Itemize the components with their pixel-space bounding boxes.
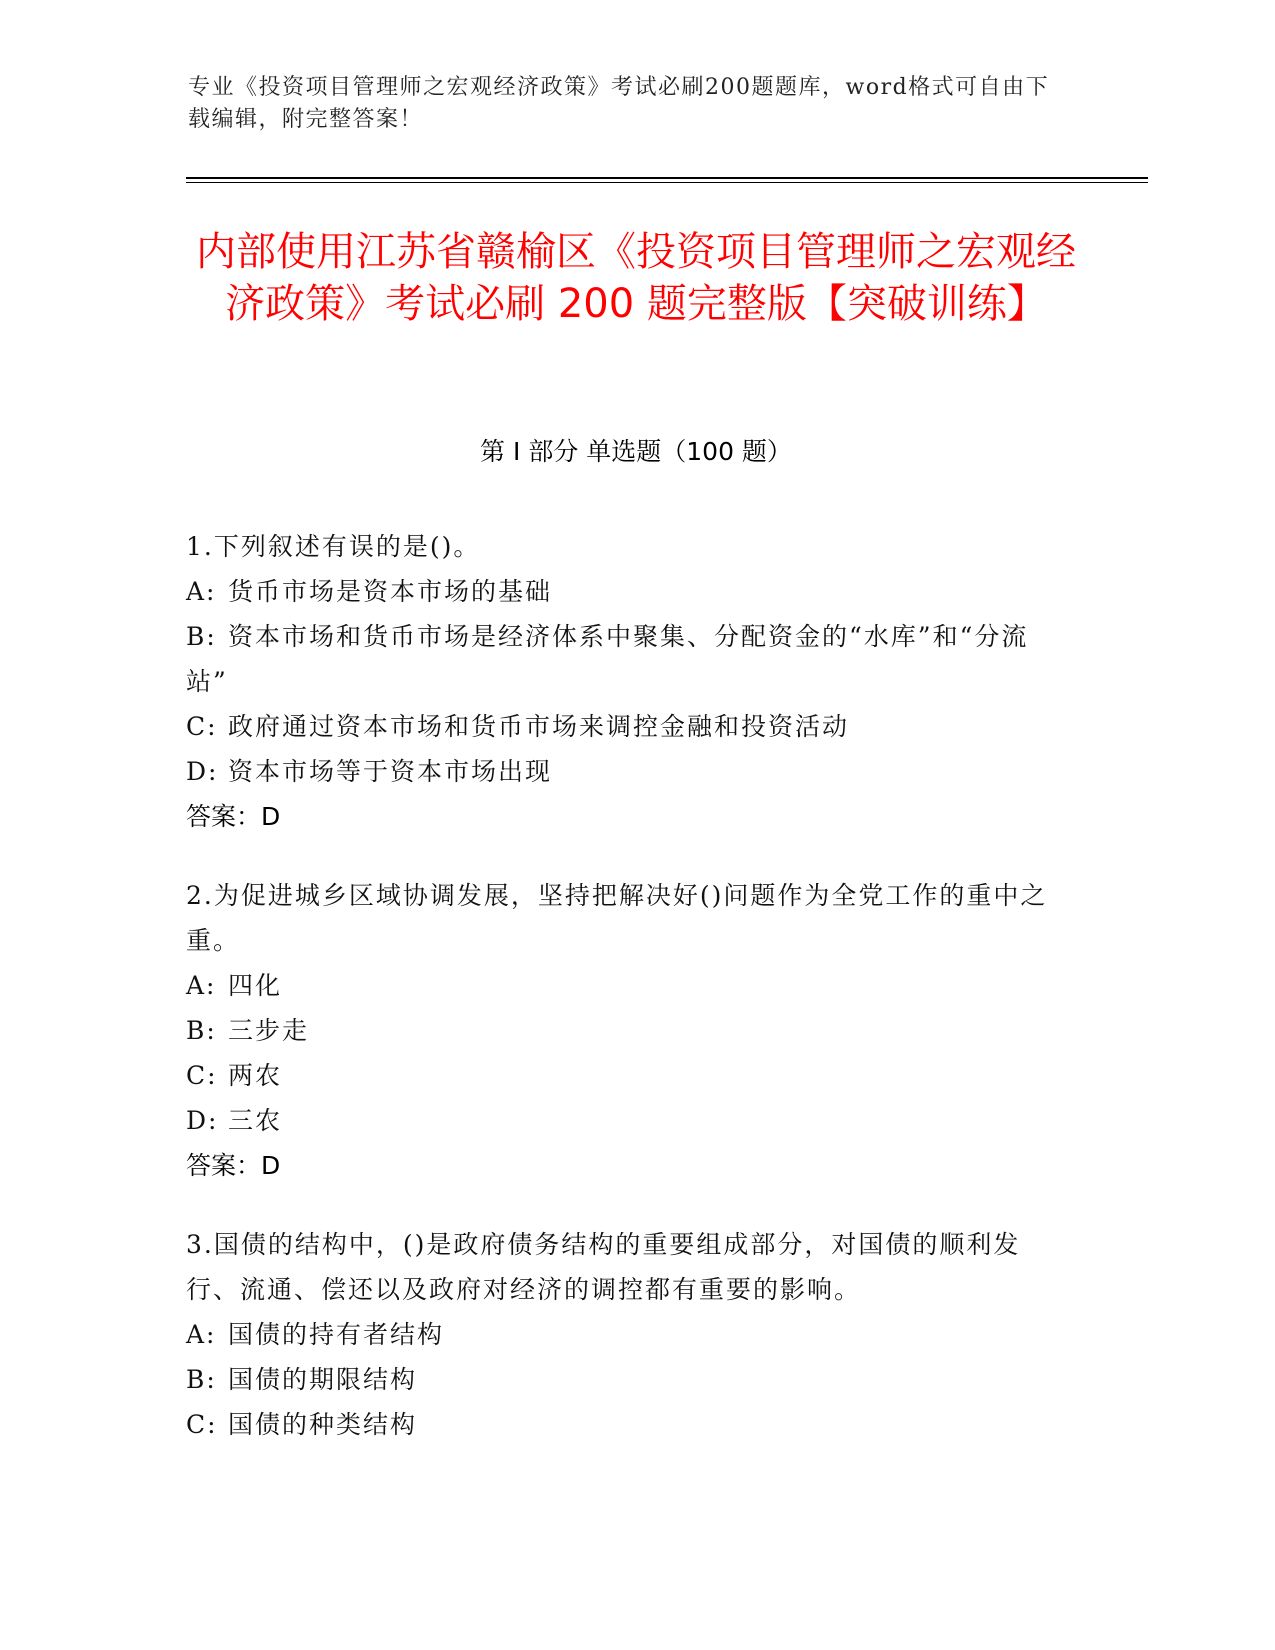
header-divider-thin <box>186 182 1148 183</box>
option-key: B: <box>186 1365 217 1394</box>
option-text: 国债的期限结构 <box>228 1365 418 1394</box>
option-key: A: <box>186 577 217 606</box>
header-divider-thick <box>186 177 1148 179</box>
option-b <box>186 1357 1066 1402</box>
option-text: 资本市场和货币市场是经济体系中聚集、分配资金的“水库”和“分流站” <box>186 622 1029 696</box>
question-1 <box>186 524 1066 839</box>
option-text: 政府通过资本市场和货币市场来调控金融和投资活动 <box>228 712 850 741</box>
option-text: 两农 <box>228 1061 283 1090</box>
option-text: 国债的持有者结构 <box>228 1320 445 1349</box>
option-key: D: <box>186 1106 219 1135</box>
option-text: 三农 <box>228 1106 283 1135</box>
question-list <box>186 524 1066 1481</box>
option-key: B: <box>186 1016 217 1045</box>
option-key: A: <box>186 971 217 1000</box>
option-b <box>186 1008 1066 1053</box>
option-c <box>186 1402 1066 1447</box>
question-stem: 3.国债的结构中，()是政府债务结构的重要组成部分，对国债的顺利发行、流通、偿还以及政府对经济的调控都有重要的影响。 <box>186 1230 1021 1304</box>
option-text: 国债的种类结构 <box>228 1410 418 1439</box>
option-key: A: <box>186 1320 217 1349</box>
header-note: 专业《投资项目管理师之宏观经济政策》考试必刷200题题库，word格式可自由下载编辑，附完整答案！ <box>188 75 1050 132</box>
option-a <box>186 1312 1066 1357</box>
document-title: 内部使用江苏省赣榆区《投资项目管理师之宏观经济政策》考试必刷 200 题完整版【突破训练】 <box>196 229 1076 327</box>
question-3 <box>186 1222 1066 1447</box>
option-key: C: <box>186 712 218 741</box>
option-key: C: <box>186 1410 218 1439</box>
option-text: 四化 <box>228 971 283 1000</box>
option-text: 三步走 <box>228 1016 310 1045</box>
option-key: B: <box>186 622 217 651</box>
option-c <box>186 1053 1066 1098</box>
option-text: 资本市场等于资本市场出现 <box>228 757 553 786</box>
section-heading: 第 I 部分 单选题（100 题） <box>480 437 792 466</box>
option-key: D: <box>186 757 219 786</box>
question-stem: 1.下列叙述有误的是()。 <box>186 532 481 561</box>
question-answer: 答案：D <box>186 1151 281 1180</box>
question-stem: 2.为促进城乡区域协调发展，坚持把解决好()问题作为全党工作的重中之重。 <box>186 881 1048 955</box>
question-2 <box>186 873 1066 1188</box>
option-b <box>186 614 1066 704</box>
option-c <box>186 704 1066 749</box>
option-key: C: <box>186 1061 218 1090</box>
option-a <box>186 963 1066 1008</box>
option-d <box>186 749 1066 794</box>
option-d <box>186 1098 1066 1143</box>
option-text: 货币市场是资本市场的基础 <box>228 577 553 606</box>
question-answer: 答案：D <box>186 802 281 831</box>
option-a <box>186 569 1066 614</box>
